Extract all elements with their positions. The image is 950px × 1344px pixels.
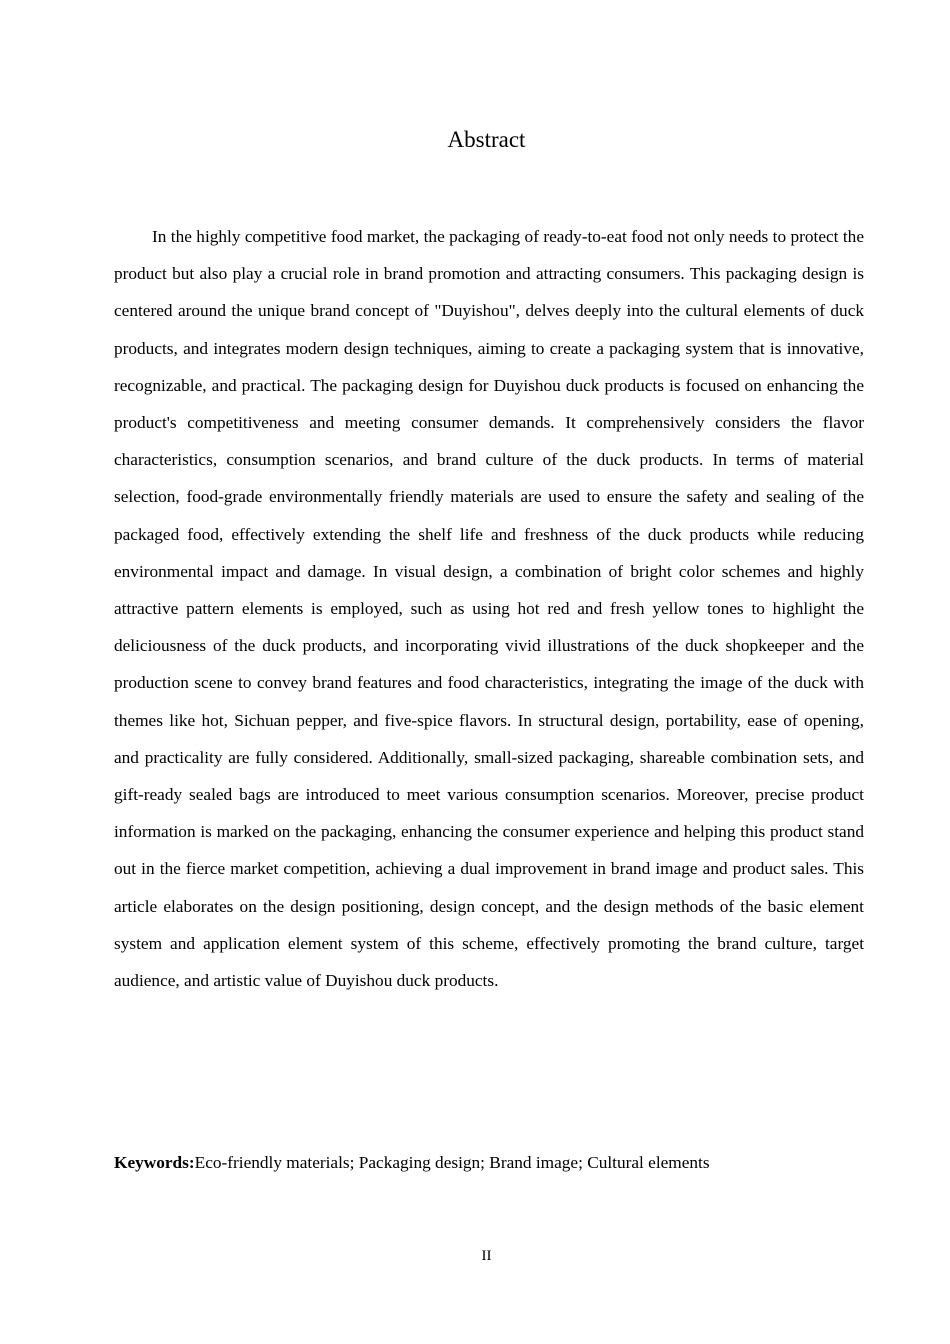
page-number: II: [481, 1248, 492, 1264]
keywords-line: [114, 1146, 874, 1180]
keywords-text: Eco-friendly materials; Packaging design; Brand image; Cultural elements: [194, 1153, 710, 1172]
abstract-body: In the highly competitive food market, the packaging of ready-to-eat food not only needs to protect the product but also play a crucial role in brand promotion and attracting consumers. This packaging design is centered around the unique brand concept of "Duyishou", delves deeply into the cultural elements of duck products, and integrates modern design techniques, aiming to create a packaging system that is innovative, recognizable, and practical. The packaging design for Duyishou duck products is focused on enhancing the product's competitiveness and meeting consumer demands. It comprehensively considers the flavor characteristics, consumption scenarios, and brand culture of the duck products. In terms of material selection, food-grade environmentally friendly materials are used to ensure the safety and sealing of the packaged food, effectively extending the shelf life and freshness of the duck products while reducing environmental impact and damage. In visual design, a combination of bright color schemes and highly attractive pattern elements is employed, such as using hot red and fresh yellow tones to highlight the deliciousness of the duck products, and incorporating vivid illustrations of the duck shopkeeper and the production scene to convey brand features and food characteristics, integrating the image of the duck with themes like hot, Sichuan pepper, and five-spice flavors. In structural design, portability, ease of opening, and practicality are fully considered. Additionally, small-sized packaging, shareable combination sets, and gift-ready sealed bags are introduced to meet various consumption scenarios. Moreover, precise product information is marked on the packaging, enhancing the consumer experience and helping this product stand out in the fierce market competition, achieving a dual improvement in brand image and product sales. This article elaborates on the design positioning, design concept, and the design methods of the basic element system and application element system of this scheme, effectively promoting the brand culture, target audience, and artistic value of Duyishou duck products.: [114, 227, 864, 991]
abstract-title: Abstract: [447, 127, 526, 152]
keywords-label: Keywords:: [114, 1153, 195, 1172]
